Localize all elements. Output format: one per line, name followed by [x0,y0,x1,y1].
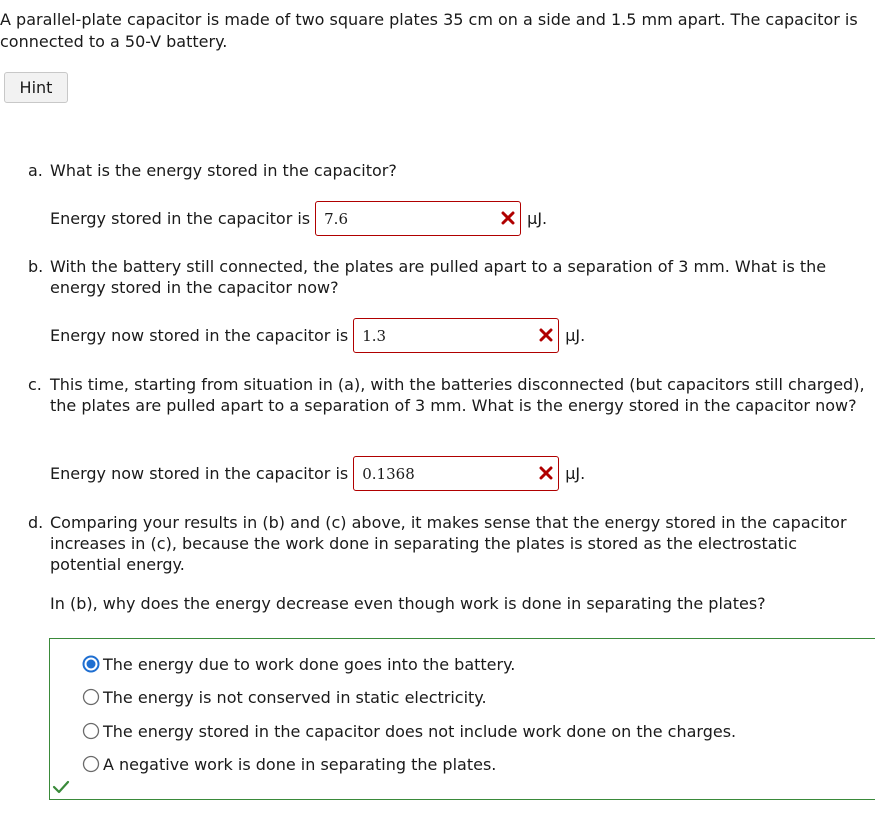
answer-c-box [353,456,559,491]
answer-a-row [50,200,547,237]
answer-a-input[interactable] [316,202,520,235]
radio-unselected-icon[interactable] [82,688,100,706]
answer-b-row [50,317,585,354]
answer-b-box [353,318,559,353]
question-b-letter: b. [28,257,44,276]
radio-option-4-label: A negative work is done in separating the plates. [103,754,497,774]
question-d-prompt: In (b), why does the energy decrease even though work is done in separating the plates? [50,594,766,613]
radio-selected-icon[interactable] [82,655,100,673]
question-a [28,160,868,181]
problem-intro: A parallel-plate capacitor is made of two square plates 35 cm on a side and 1.5 mm apart. The capacitor is connected to a 50-V battery. [0,10,858,51]
radio-unselected-icon[interactable] [82,755,100,773]
check-icon [52,779,70,795]
question-a-text: What is the energy stored in the capacitor? [50,161,397,180]
question-d-text: Comparing your results in (b) and (c) above, it makes sense that the energy stored in the capacitor increases in (c), because the work done in separating the plates is stored as the electrostatic potential energy. [50,513,847,574]
hint-button[interactable]: Hint [4,72,68,103]
radio-option-2[interactable] [82,685,487,709]
answer-a-unit: μJ. [527,209,548,228]
question-c-letter: c. [28,375,42,394]
question-c-text: This time, starting from situation in (a), with the batteries disconnected (but capacitors still charged), the plates are pulled apart to a separation of 3 mm. What is the energy stored in the capacitor now? [50,375,865,415]
answer-a-label: Energy stored in the capacitor is [50,209,311,228]
radio-unselected-icon[interactable] [82,722,100,740]
answer-b-unit: μJ. [565,326,586,345]
question-d-letter: d. [28,513,44,532]
answer-c-row [50,455,585,492]
answer-c-unit: μJ. [565,464,586,483]
radio-option-3-label: The energy stored in the capacitor does not include work done on the charges. [103,721,737,741]
radio-option-1[interactable] [82,652,515,676]
x-icon [539,328,553,342]
x-icon [539,466,553,480]
question-c [28,374,868,416]
question-b-text: With the battery still connected, the plates are pulled apart to a separation of 3 mm. What is the energy stored in the capacitor now? [50,257,827,297]
radio-option-4[interactable] [82,752,496,776]
radio-option-2-label: The energy is not conserved in static electricity. [103,687,487,707]
answer-c-input[interactable] [354,457,558,490]
answer-c-label: Energy now stored in the capacitor is [50,464,349,483]
answer-b-input[interactable] [354,319,558,352]
radio-option-1-label: The energy due to work done goes into the battery. [103,654,516,674]
radio-options-panel [49,638,875,800]
x-icon [501,211,515,225]
radio-option-3[interactable] [82,719,736,743]
question-b [28,256,868,298]
answer-a-box [315,201,521,236]
answer-b-label: Energy now stored in the capacitor is [50,326,349,345]
question-a-letter: a. [28,161,43,180]
question-d [28,512,868,575]
